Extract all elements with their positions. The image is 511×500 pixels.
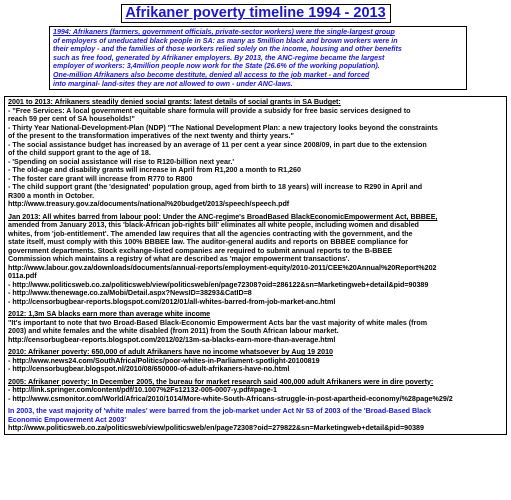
poverty-2010-line-1-text: 2010: Afrikaner poverty: 650,000 of adult Afrikaners have no income whatsoever by Aug 19 2010 [8, 348, 334, 357]
social-grants-line: - "Free Services: A local government equitable share formula will provide a subsidy for free basic services designed to [8, 106, 411, 115]
act-2003-line-1-text: In 2003, the vast majority of 'white males' were barred from the job-market under Act Nr 53 of 2003 of the 'Broad-Based Black [8, 407, 432, 416]
social-grants-line: of the present to the transformation imperatives of the next twenty and thirty years." [8, 132, 294, 141]
politicsweb-2003-link[interactable]: http://www.politicsweb.co.za/politicsweb/view/politicsweb/en/page72308?oid=279822&sn=Marketingweb+detail&pid=90389 [8, 424, 425, 433]
social-grants-line: reach 59 per cent of SA households!" [8, 115, 135, 124]
treasury-link[interactable]: http://www.treasury.gov.za/documents/national%20budget/2013/speech/speech.pdf [8, 200, 290, 209]
bbbee-line: whites, from 'job-entitlement'. The amended law requires that all the agencies contracting with the government, and the [8, 229, 413, 238]
poverty-2010-line-1 [8, 348, 503, 357]
income-line: "It's important to note that two Broad-Based Black-Economic Empowerment Acts bar the vast majority of white males (from [8, 318, 428, 327]
bbbee-line-1-text: Jan 2013: All whites barred from labour pool: Under the ANC-regime's BroadBased BlackEconomicEmpowerment Act, BBBEE, [8, 212, 438, 221]
act-2003-section [8, 407, 503, 433]
poverty-2005-line-1 [8, 378, 503, 387]
intro-line-3: their employ - and the families of those workers relied solely on the income, housing and other benefits [53, 45, 402, 54]
income-line: 2003) and white females and the white disabled (from 2011) from the South African labour market. [8, 327, 339, 336]
poverty-2010-section [8, 348, 503, 374]
springer-link[interactable]: - http://link.springer.com/content/pdf/10.1007%2Fs12132-005-0007-y.pdf#page-1 [8, 386, 277, 395]
intro-line-6: One-million Afrikaners also become destitute, denied all access to the job market - and forced [53, 70, 370, 79]
social-grants-box [4, 96, 507, 435]
social-grants-line: - The old-age and disability grants will increase in April from R1,200 a month to R1,260 [8, 166, 301, 175]
labour-report-link[interactable]: http://www.labour.gov.za/downloads/documents/annual-reports/employment-equity/2010-2011/CEE%20Annual%20Report%202 [8, 263, 437, 272]
news24-link[interactable]: - http://www.news24.com/SouthAfrica/Politics/poor-whites-in-Parliament-spotlight-20100819 [8, 356, 320, 365]
intro-line-5: employer of workers: 3,4million people now work for the State (26.6% of the working population). [53, 62, 380, 71]
social-grants-line: - 'Spending on social assistance will rise to R120-billion next year.' [8, 157, 235, 166]
social-grants-line: - The foster care grant will increase from R770 to R800 [8, 174, 193, 183]
social-grants-line: - The child support grant (the 'designated' population group, aged from birth to 18 years) will increase to R290 in April and [8, 183, 423, 192]
intro-line-7: into marginal- land-sites they are not allowed to own - under ANC-laws. [53, 79, 293, 88]
income-link[interactable]: http://censorbugbear-reports.blogspot.com/2012/02/13m-sa-blacks-earn-more-than-average.html [8, 335, 336, 344]
intro-box [49, 26, 467, 90]
bbbee-section [8, 213, 503, 307]
intro-line-1-text: 1994: Afrikaners (farmers, government officials, private-sector workers) were the single-largest group [53, 28, 395, 36]
thenewage-link[interactable]: - http://www.thenewage.co.za/Mobi/Detail.aspx?NewsID=38293&CatID=8 [8, 289, 252, 298]
bbbee-line-1 [8, 213, 503, 222]
income-line-1 [8, 310, 503, 319]
social-grants-line: R300 a month in October. [8, 191, 95, 200]
social-grants-line: of the child support grant to the age of 18. [8, 149, 151, 158]
bbbee-line: Commission which maintains a registry of what are described as 'major empowerment transactions'. [8, 255, 350, 264]
page-title: Afrikaner poverty timeline 1994 - 2013 [121, 4, 391, 23]
social-grants-line: - The social assistance budget has increased by an average of 11 per cent a year since 2008/09, in part due to the extension [8, 140, 427, 149]
act-2003-line-1 [8, 407, 503, 416]
bbbee-line: amended from January 2013, this 'black-African job-rights bill' eliminates all white people, including women and disabled [8, 221, 419, 230]
censorbugbear-2010-link[interactable]: - http://censorbugbear.blogspot.nl/2010/08/650000-of-adult-afrikaners-have-no.html [8, 365, 290, 374]
politicsweb-link[interactable]: - http://www.politicsweb.co.za/politicsweb/view/politicsweb/en/page72308?oid=286122&sn=Marketingweb+detail&pid=90389 [8, 280, 429, 289]
labour-report-link-cont[interactable]: 011a.pdf [8, 272, 37, 281]
censorbugbear-link[interactable]: - http://censorbugbear-reports.blogspot.com/2012/01/all-whites-barred-from-job-market-anc.html [8, 297, 336, 306]
poverty-2005-section [8, 378, 503, 404]
income-line-1-text: 2012: 1,3m SA blacks earn more than average white income [8, 310, 211, 319]
bbbee-line: state itself, must comply with this 100% BBBEE law. The auditor-general audits and reports on BBBEE compliance for [8, 238, 409, 247]
act-2003-line: Economic Empowerment Act 2003' [8, 415, 127, 424]
income-section [8, 310, 503, 344]
intro-line-1 [53, 28, 463, 37]
intro-line-2: of employers of uneducated black people in SA: as many as 5million black and brown workers were in [53, 36, 398, 45]
bbbee-line: government departments. Stock exchange-listed companies are required to submit annual reports to the B-BBEE [8, 246, 393, 255]
poverty-2005-line-1-text: 2005: Afrikaner poverty: In December 2005, the bureau for market research said 400,000 adult Afrikaners were in dire poverty: [8, 377, 434, 386]
social-grants-line: - Thirty Year National-Development-Plan (NDP) "The National Development Plan: a new trajectory looks beyond the constraints [8, 123, 438, 132]
social-grants-header: 2001 to 2013: Afrikaners steadily denied social grants: latest details of social grants in SA Budget: [8, 98, 341, 107]
intro-line-4: such as free food, generated by Afrikaner employers. By 2013, the ANC-regime became the largest [53, 53, 385, 62]
csmonitor-link[interactable]: - http://www.csmonitor.com/World/Africa/2010/1014/More-white-South-Africans-struggle-in-post-apartheid-economy/%28page%29/2 [8, 394, 453, 403]
